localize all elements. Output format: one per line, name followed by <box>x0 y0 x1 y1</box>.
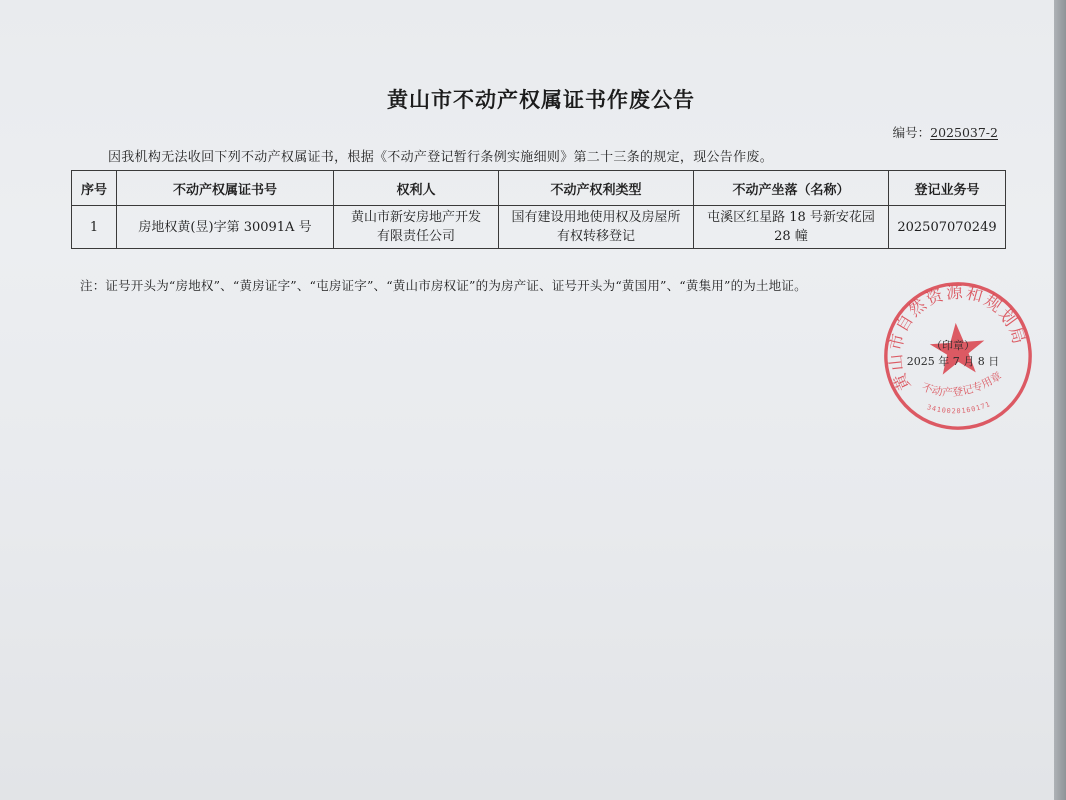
cell-location <box>694 206 889 249</box>
signature-date: 2025 年 7 月 8 日 <box>906 355 1000 368</box>
certificate-table <box>71 170 1006 249</box>
cell-index: 1 <box>72 206 117 249</box>
cell-cert-no: 房地权黄(昱)字第 30091A 号 <box>117 206 334 249</box>
document-number <box>893 123 998 141</box>
seal-bottom-text: 不动产登记专用章 <box>920 369 1005 399</box>
document-number-label: 编号： <box>892 125 931 140</box>
page-edge <box>1054 0 1066 800</box>
signature-block <box>878 338 1028 370</box>
cell-right-type-line1: 国有建设用地使用权及房屋所 <box>511 210 681 225</box>
cell-location-line2: 28 幢 <box>774 229 808 244</box>
document-title: 黄山市不动产权属证书作废公告 <box>387 88 695 112</box>
header-index: 序号 <box>72 171 117 206</box>
table-row <box>72 206 1006 249</box>
cell-business-no: 202507070249 <box>889 206 1006 249</box>
intro-paragraph: 因我机构无法收回下列不动产权属证书，根据《不动产登记暂行条例实施细则》第二十三条的规定，现公告作废。 <box>108 150 774 165</box>
document-number-value: 2025037-2 <box>930 125 998 140</box>
header-right-type: 不动产权利类型 <box>499 171 694 206</box>
header-owner: 权利人 <box>334 171 499 206</box>
cell-right-type-line2: 有权转移登记 <box>556 229 635 244</box>
cell-owner-line1: 黄山市新安房地产开发 <box>350 210 481 225</box>
table-header-row <box>72 171 1006 206</box>
cell-owner-line2: 有限责任公司 <box>376 229 455 244</box>
footnote: 注：证号开头为“房地权”、“黄房证字”、“屯房证字”、“黄山市房权证”的为房产证、证号开头为“黄国用”、“黄集用”的为土地证。 <box>80 278 807 293</box>
cell-owner <box>334 206 499 249</box>
seal-serial: 3410020160171 <box>926 400 992 416</box>
cell-right-type <box>499 206 694 249</box>
header-cert-no: 不动产权属证书号 <box>117 171 334 206</box>
header-business-no: 登记业务号 <box>889 171 1006 206</box>
stamp-label: （印章） <box>931 339 975 352</box>
header-location: 不动产坐落（名称） <box>694 171 889 206</box>
seal-ring-text: 黄山市自然资源和规划局 <box>885 282 1029 394</box>
cell-location-line1: 屯溪区红星路 18 号新安花园 <box>707 210 875 225</box>
